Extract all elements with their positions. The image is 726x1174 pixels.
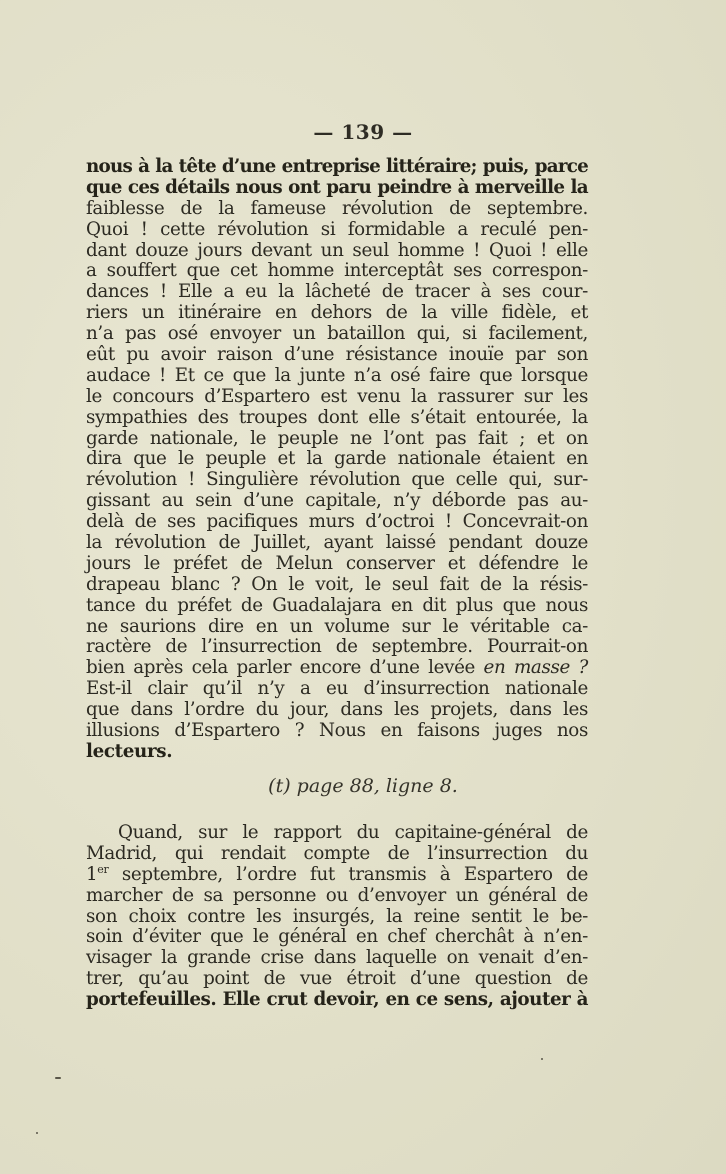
text-line: drapeau blanc ? On le voit, le seul fait de la résis- xyxy=(86,573,588,595)
text-line: la révolution de Juillet, ayant laissé pendant douze xyxy=(86,532,588,554)
note-reference: page 88, ligne 8. xyxy=(290,775,458,797)
text-line: faiblesse de la fameuse révolution de septembre. xyxy=(86,197,588,219)
text-line: Est-il clair qu’il n’y a eu d’insurrection nationale xyxy=(86,678,588,700)
text-line: ractère de l’insurrection de septembre. Pourrait-on xyxy=(86,636,588,658)
text-line: lecteurs. xyxy=(86,740,173,762)
text-line-with-italic xyxy=(86,658,588,679)
paper-speck xyxy=(55,1077,61,1079)
text-line: jours le préfet de Melun conserver et défendre le xyxy=(86,552,588,574)
text-line: portefeuilles. Elle crut devoir, en ce sens, ajouter à xyxy=(86,989,588,1011)
text-line: que dans l’ordre du jour, dans les projets, dans les xyxy=(86,699,588,721)
text-line: visager la grande crise dans laquelle on venait d’en- xyxy=(86,947,588,969)
page-number: — 139 — xyxy=(313,120,413,144)
text-line: que ces détails nous ont paru peindre à merveille la xyxy=(86,176,588,198)
text-line: dira que le peuple et la garde nationale étaient en xyxy=(86,448,588,470)
text-line: riers un itinéraire en dehors de la ville fidèle, et xyxy=(86,302,588,324)
text-line: nous à la tête d’une entreprise littéraire; puis, parce xyxy=(86,156,588,177)
text-line: le concours d’Espartero est venu la rassurer sur les xyxy=(86,385,588,407)
text-line: révolution ! Singulière révolution que celle qui, sur- xyxy=(86,469,588,491)
text-line: dances ! Elle a eu la lâcheté de tracer à ses cour- xyxy=(86,281,588,303)
text-line: garde nationale, le peuple ne l’ont pas fait ; et on xyxy=(86,427,588,449)
text-segment: septembre, l’ordre fut transmis à Espartero de xyxy=(108,863,588,885)
body-paragraph-1 xyxy=(86,157,588,763)
paper-speck xyxy=(36,1132,38,1134)
text-line: soin d’éviter que le général en chef cherchât à n’en- xyxy=(86,926,588,948)
text-line: delà de ses pacifiques murs d’octroi ! Concevrait-on xyxy=(86,511,588,533)
text-line: ne saurions dire en un volume sur le véritable ca- xyxy=(86,615,588,637)
text-line: dant douze jours devant un seul homme ! Quoi ! elle xyxy=(86,239,588,261)
text-line: Madrid, qui rendait compte de l’insurrection du xyxy=(86,842,588,864)
text-line: marcher de sa personne ou d’envoyer un général de xyxy=(86,884,588,906)
text-line: illusions d’Espartero ? Nous en faisons juges nos xyxy=(86,720,588,742)
text-line: audace ! Et ce que la junte n’a osé faire que lorsque xyxy=(86,364,588,386)
text-line: eût pu avoir raison d’une résistance inouïe par son xyxy=(86,344,588,366)
text-line: Quand, sur le rapport du capitaine-général de xyxy=(118,822,588,843)
text-line: n’a pas osé envoyer un bataillon qui, si facilement, xyxy=(86,323,588,345)
ordinal-number: 1 xyxy=(86,863,98,885)
note-heading xyxy=(0,775,726,797)
text-segment: bien après cela parler encore d’une levée xyxy=(86,657,484,679)
ordinal-superscript: er xyxy=(97,862,109,876)
text-line-with-superscript xyxy=(86,862,588,886)
text-line: gissant au sein d’une capitale, n’y déborde pas au- xyxy=(86,490,588,512)
text-line: Quoi ! cette révolution si formidable a reculé pen- xyxy=(86,218,588,240)
text-line: sympathies des troupes dont elle s’était entourée, la xyxy=(86,406,588,428)
text-line: son choix contre les insurgés, la reine sentit le be- xyxy=(86,905,588,927)
italic-phrase: en masse ? xyxy=(483,657,588,679)
paper-speck xyxy=(541,1058,543,1060)
text-line: trer, qu’au point de vue étroit d’une question de xyxy=(86,968,588,990)
text-line: a souffert que cet homme interceptât ses correspon- xyxy=(86,260,588,282)
body-paragraph-2 xyxy=(86,823,588,1011)
text-line: tance du préfet de Guadalajara en dit plus que nous xyxy=(86,594,588,616)
note-marker: (t) xyxy=(268,775,291,797)
